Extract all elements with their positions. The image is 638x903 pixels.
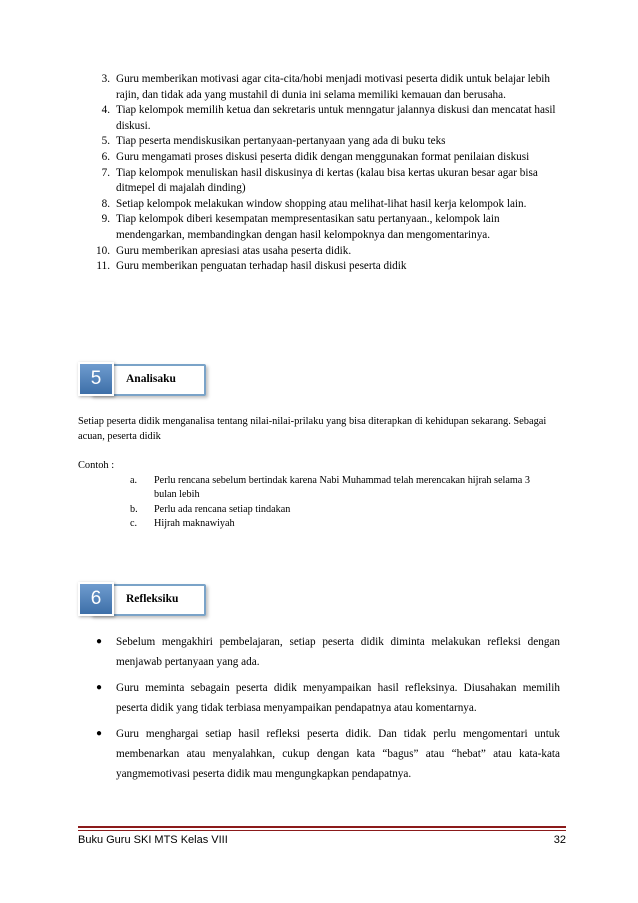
section-badge-analisaku — [78, 362, 204, 396]
list-item — [80, 244, 564, 260]
list-item — [92, 632, 560, 672]
section-badge-refleksiku — [78, 582, 204, 616]
list-item — [80, 166, 564, 197]
list-item — [80, 259, 564, 275]
list-text: Perlu rencana sebelum bertindak karena Nabi Muhammad telah merencakan hijrah selama 3 bulan lebih — [154, 475, 530, 501]
list-item — [130, 474, 550, 503]
list-item — [80, 150, 564, 166]
list-letter: b. — [130, 503, 138, 515]
list-number: 7. — [101, 166, 110, 179]
activity-steps-list — [80, 72, 564, 275]
bullet-icon: ● — [96, 636, 103, 647]
analisaku-intro: Setiap peserta didik menganalisa tentang nilai-nilai-prilaku yang bisa diterapkan di kehidupan sekarang. Sebagai acuan, peserta didik — [78, 416, 547, 442]
list-text: Guru menghargai setiap hasil refleksi peserta didik. Dan tidak perlu mengomentari untuk membenarkan atau menyalahkan, cukup dengan kata “bagus” atau “hebat” atau kata-kata yangmemotivasi peserta didik mau mengungkapkan pendapatnya. — [116, 728, 560, 780]
list-text: Sebelum mengakhiri pembelajaran, setiap peserta didik diminta melakukan refleksi dengan menjawab pertanyaan yang ada. — [116, 636, 560, 668]
list-number: 4. — [101, 104, 110, 117]
contoh-label: Contoh : — [78, 460, 115, 471]
list-item — [130, 503, 550, 517]
list-text: Tiap kelompok memilih ketua dan sekretaris untuk menngatur jalannya diskusi dan mencatat hasil diskusi. — [116, 104, 556, 132]
list-item — [130, 517, 550, 531]
list-number: 9. — [101, 213, 110, 226]
list-item — [92, 724, 560, 784]
list-number: 6. — [101, 150, 110, 163]
refleksi-bullet-list — [92, 632, 560, 790]
list-number: 10. — [96, 244, 110, 257]
list-text: Setiap kelompok melakukan window shopping atau melihat-lihat hasil kerja kelompok lain. — [116, 197, 527, 210]
section-title: Refleksiku — [126, 593, 179, 605]
list-text: Perlu ada rencana setiap tindakan — [154, 503, 291, 515]
section-title: Analisaku — [126, 373, 176, 385]
bullet-icon: ● — [96, 728, 103, 739]
list-text: Tiap kelompok diberi kesempatan mempresentasikan satu pertanyaan., kelompok lain mendengarkan, membandingkan dengan hasil kelompoknya dan mengomentarinya. — [116, 213, 500, 241]
list-letter: c. — [130, 518, 138, 530]
footer-book-title: Buku Guru SKI MTS Kelas VIII — [78, 834, 228, 846]
list-number: 3. — [101, 73, 110, 85]
list-text: Tiap kelompok menuliskan hasil diskusinya di kertas (kalau bisa kertas ukuran besar agar bisa ditmepel di majalah dinding) — [116, 166, 538, 195]
list-text: Guru memberikan penguatan terhadap hasil diskusi peserta didik — [116, 260, 407, 273]
bullet-icon: ● — [96, 682, 103, 693]
section-number-tile: 5 — [78, 362, 114, 396]
list-text: Guru memberikan motivasi agar cita-cita/hobi menjadi motivasi peserta didik untuk belajar lebih rajin, dan tidak ada yang mustahil di dunia ini selama memiliki kemauan dan berusaha. — [116, 73, 551, 101]
list-item — [80, 134, 564, 150]
list-text: Hijrah maknawiyah — [154, 518, 235, 530]
list-number: 5. — [101, 135, 110, 148]
footer-rule-thin — [78, 830, 566, 831]
list-letter: a. — [130, 475, 138, 486]
list-number: 11. — [96, 260, 110, 273]
list-text: Tiap peserta mendiskusikan pertanyaan-pertanyaan yang ada di buku teks — [116, 135, 446, 148]
list-text: Guru meminta sebagain peserta didik menyampaikan hasil refleksinya. Diusahakan memilih peserta didik yang tidak terbiasa menyampaikan pendapatnya atau komentarnya. — [116, 682, 560, 714]
list-number: 8. — [101, 197, 110, 210]
page-number: 32 — [553, 834, 566, 846]
section-number-tile: 6 — [78, 582, 114, 616]
list-item — [80, 103, 564, 134]
list-text: Guru memberikan apresiasi atas usaha peserta didik. — [116, 244, 352, 257]
list-item — [80, 72, 564, 103]
list-item — [80, 212, 564, 243]
list-text: Guru mengamati proses diskusi peserta didik dengan menggunakan format penilaian diskusi — [116, 150, 530, 163]
list-item — [80, 197, 564, 213]
example-list — [130, 474, 550, 532]
list-item — [92, 678, 560, 718]
footer-rule — [78, 826, 566, 828]
